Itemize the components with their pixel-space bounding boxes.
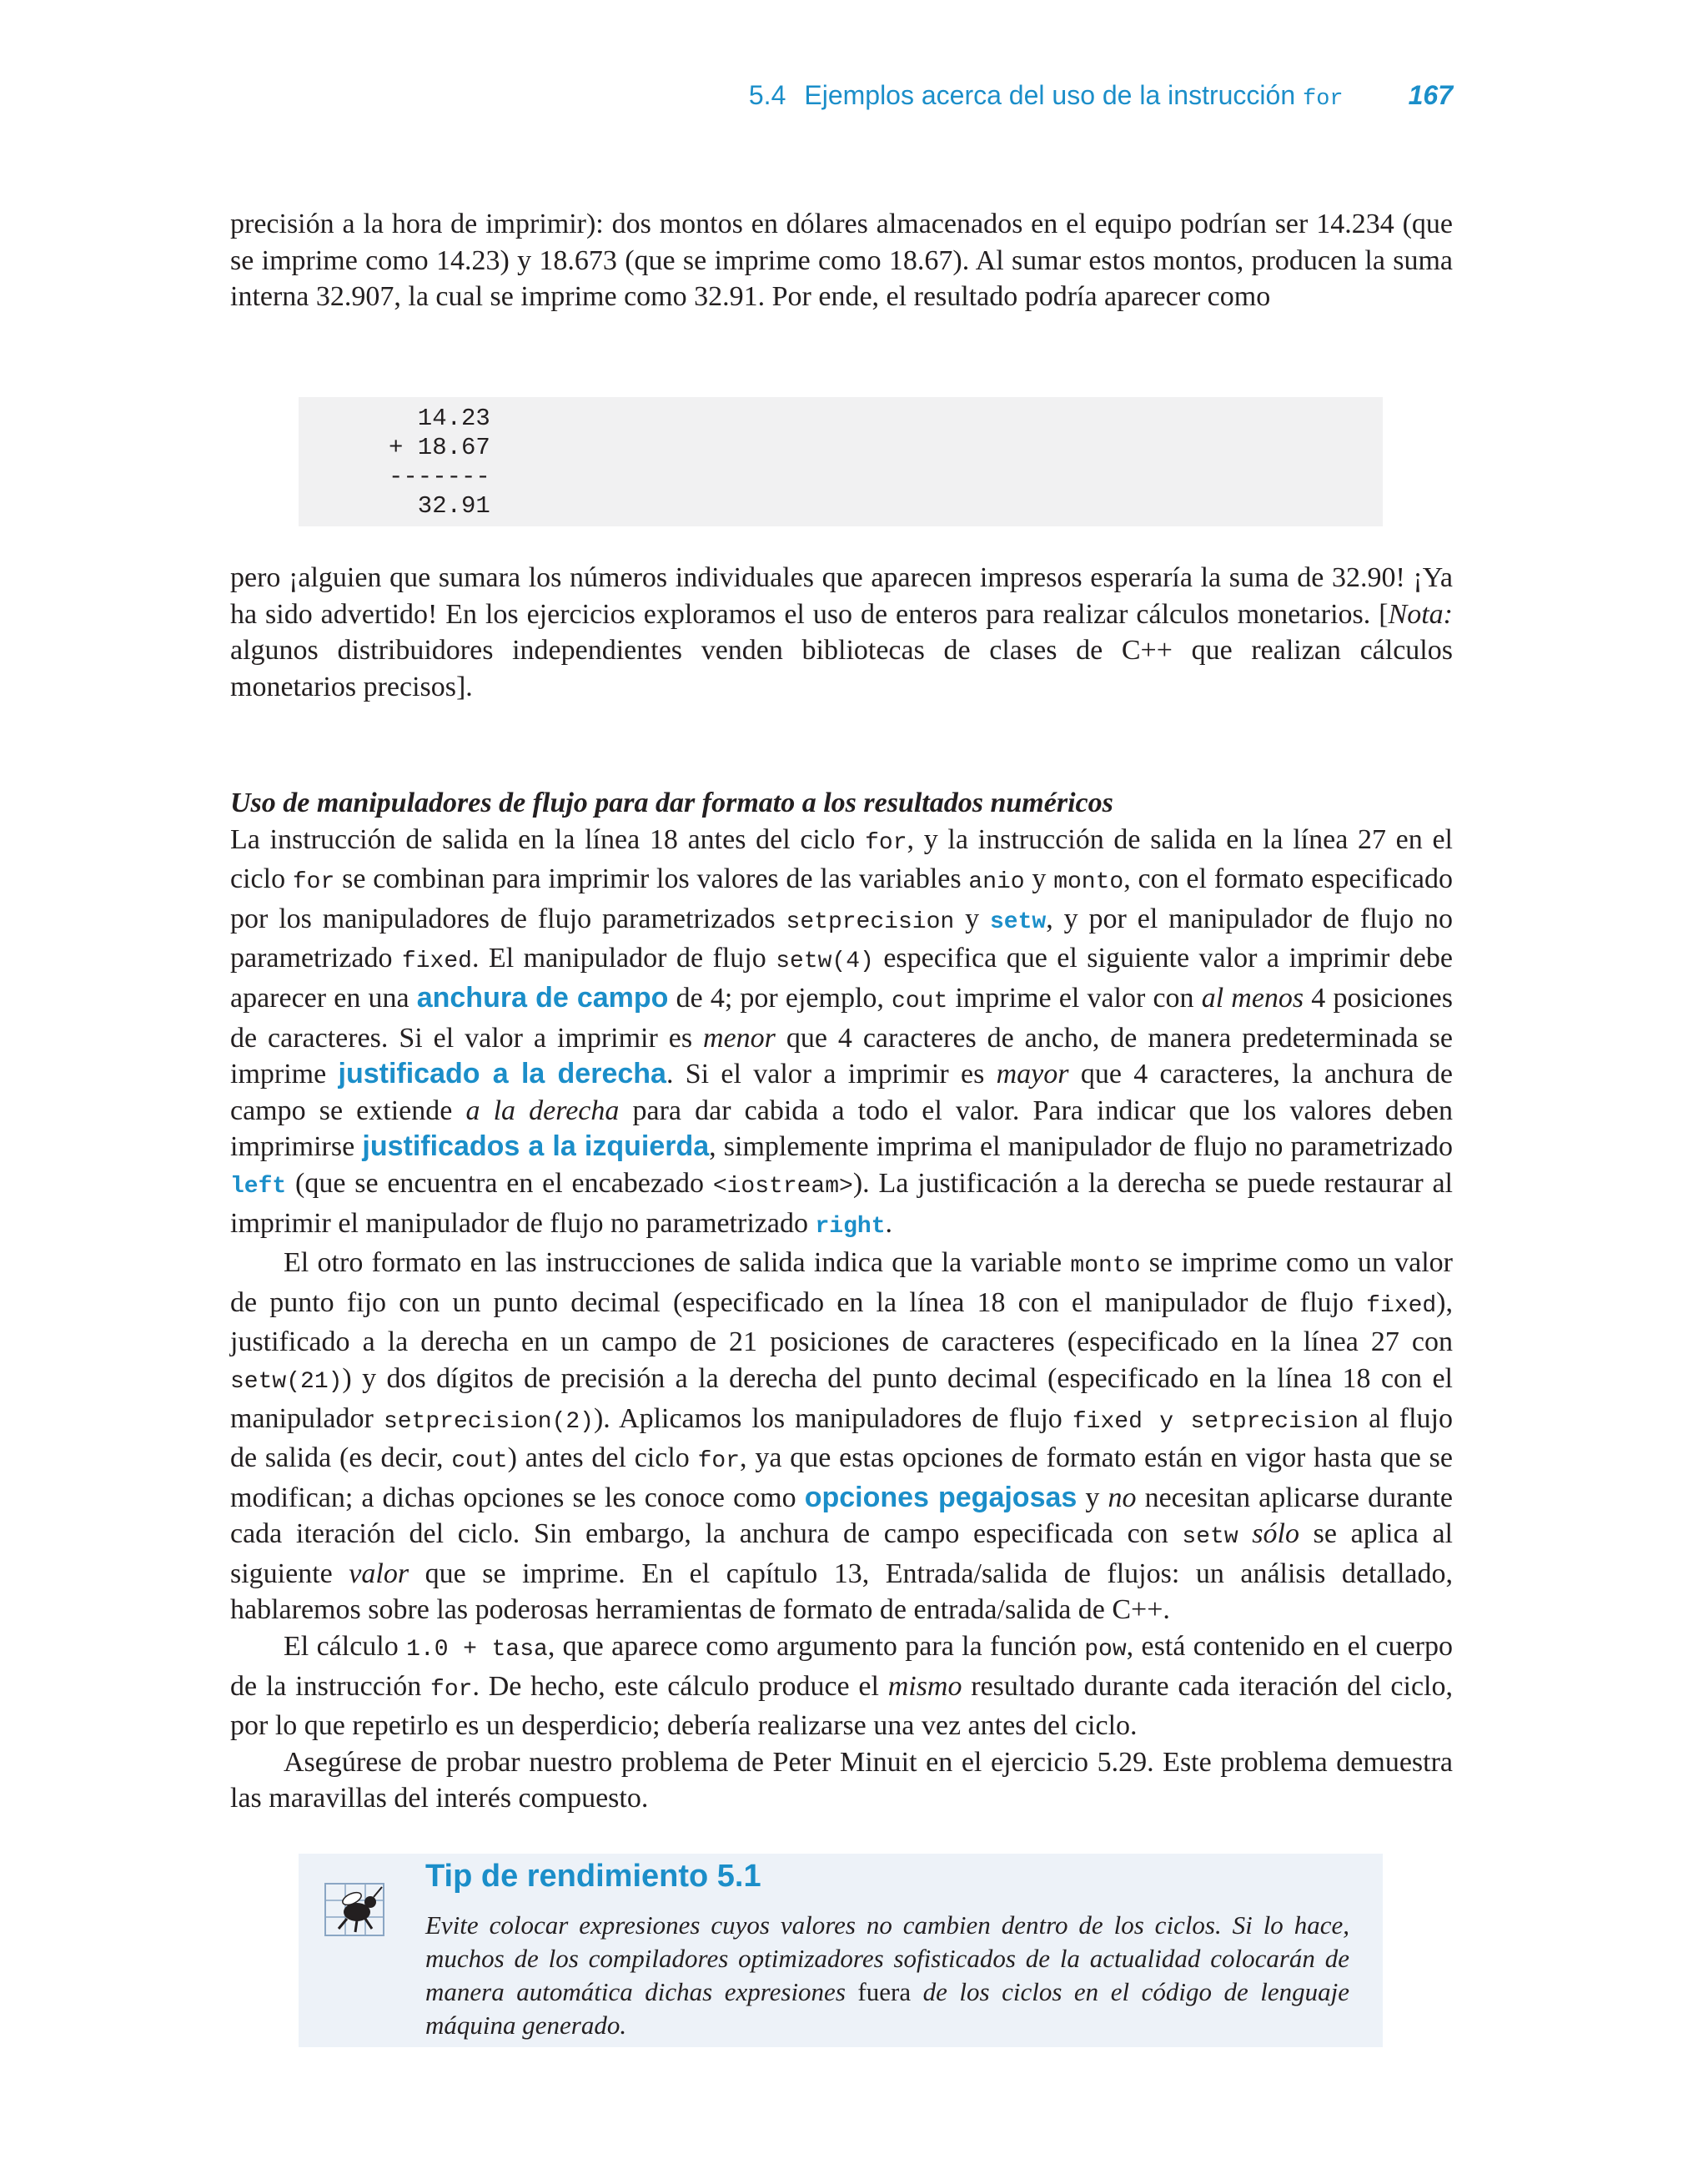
term-anchura-de-campo: anchura de campo <box>416 981 669 1014</box>
running-header <box>230 80 1453 120</box>
performance-tip-box <box>299 1854 1383 2047</box>
term-justificados-izquierda: justificados a la izquierda <box>362 1130 710 1163</box>
keyword-left: left <box>230 1173 287 1200</box>
nota-label: Nota: <box>1388 598 1453 630</box>
page-number: 167 <box>1408 80 1453 110</box>
section-title-code: for <box>1303 87 1344 112</box>
code-example: 14.23 + 18.67 ------- 32.91 <box>389 405 490 520</box>
keyword-right: right <box>815 1213 886 1240</box>
keyword-setw: setw <box>990 908 1047 935</box>
section-paragraph-2: El otro formato en las instrucciones de salida indica que la variable monto se imprime como un valor de punto fijo con un punto decimal (especificado en la línea 18 con el manipulador de flujo fixed), justificado a la derecha en un campo de 21 posiciones de caracteres (especificado en la línea 27 con setw(21)) y dos dígitos de precisión a la derecha del punto decimal (especificado en la línea 18 con el manipulador setprecision(2)). Aplicamos los manipuladores de flujo fixed y setprecision al flujo de salida (es decir, cout) antes del ciclo for, ya que estas opciones de formato están en vigor hasta que se modifican; a dichas opciones se les conoce como opciones pegajosas y no necesitan aplicarse durante cada iteración del ciclo. Sin embargo, la anchura de campo especificada con setw sólo se aplica al siguiente valor que se imprime. En el capítulo 13, Entrada/salida de flujos: un análisis detallado, hablaremos sobre las poderosas herramientas de formato de entrada/salida de C++. <box>230 1247 1454 1626</box>
term-justificado-derecha: justificado a la derecha <box>338 1058 666 1090</box>
section-number: 5.4 <box>748 80 786 110</box>
tip-body: Evite colocar expresiones cuyos valores no cambien dentro de los ciclos. Si lo hace, muchos de los compiladores optimizadores sofisticados de la actualidad colocarán de manera automática dichas expresiones fuera de los ciclos en el código de lenguaje máquina generado. <box>425 1910 1349 2040</box>
code-example-box <box>299 397 1383 526</box>
section-stream-manipulators <box>230 785 1453 1817</box>
section-title: Ejemplos acerca del uso de la instrucción for <box>804 80 1344 112</box>
term-opciones-pegajosas: opciones pegajosas <box>804 1481 1078 1513</box>
tip-title: Tip de rendimiento 5.1 <box>425 1859 761 1894</box>
paragraph-1: precisión a la hora de imprimir): dos montos en dólares almacenados en el equipo podrían ser 14.234 (que se imprime como 14.23) y 18.673 (que se imprime como 18.67). Al sumar estos montos, producen la suma interna 32.907, la cual se imprime como 32.91. Por ende, el resultado podría aparecer como <box>230 209 1453 313</box>
section-paragraph-3: El cálculo 1.0 + tasa, que aparece como argumento para la función pow, está contenido en el cuerpo de la instrucción for. De hecho, este cálculo produce el mismo resultado durante cada iteración del ciclo, por lo que repetirlo es un desperdicio; debería realizarse una vez antes del ciclo. <box>230 1631 1453 1742</box>
section-paragraph-4: Asegúrese de probar nuestro problema de Peter Minuit en el ejercicio 5.29. Este problema demuestra las maravillas del interés compuesto. <box>230 1746 1453 1814</box>
paragraph-2: pero ¡alguien que sumara los números individuales que aparecen impresos esperaría la suma de 32.90! ¡Ya ha sido advertido! En los ejercicios exploramos el uso de enteros para realizar cálculos monetarios. [Nota: algunos distribuidores independientes venden bibliotecas de clases de C++ que realizan cálculos monetarios precisos]. <box>230 562 1453 702</box>
section-paragraph-1: La instrucción de salida en la línea 18 antes del ciclo for, y la instrucción de salida en la línea 27 en el ciclo for se combinan para imprimir los valores de las variables anio y monto, con el formato especificado por los manipuladores de flujo parametrizados setprecision y setw, y por el manipulador de flujo no parametrizado fixed. El manipulador de flujo setw(4) especifica que el siguiente valor a imprimir debe aparecer en una anchura de campo de 4; por ejemplo, cout imprime el valor con al menos 4 posiciones de caracteres. Si el valor a imprimir es menor que 4 caracteres de ancho, de manera predeterminada se imprime justificado a la derecha. Si el valor a imprimir es mayor que 4 caracteres, la anchura de campo se extiende a la derecha para dar cabida a todo el valor. Para indicar que los valores deben imprimirse justificados a la izquierda, simplemente imprima el manipulador de flujo no parametrizado left (que se encuentra en el encabezado <iostream>). La justificación a la derecha se puede restaurar al imprimir el manipulador de flujo no parametrizado right. <box>230 823 1454 1240</box>
section-heading: Uso de manipuladores de flujo para dar formato a los resultados numéricos <box>230 788 1113 818</box>
bug-icon <box>324 1879 389 1939</box>
